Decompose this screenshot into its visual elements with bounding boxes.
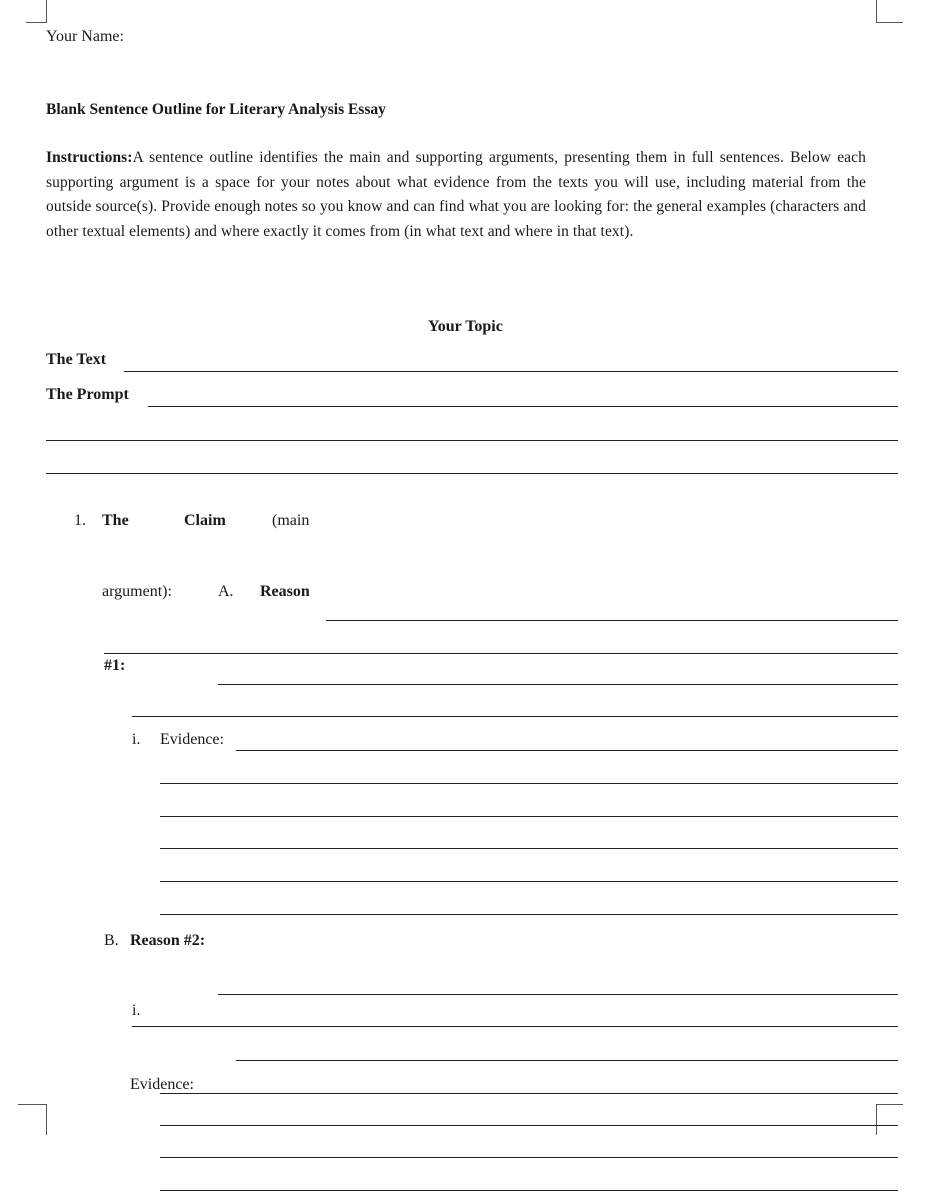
claim-input-line-2[interactable]: [104, 653, 898, 654]
prompt-label: The Prompt: [46, 386, 129, 403]
instructions-label: Instructions:: [46, 149, 133, 166]
crop-mark-bottom-left: [18, 1104, 47, 1135]
evidence-b-input-line[interactable]: [160, 1093, 898, 1094]
reason-b-letter: B.: [104, 932, 119, 949]
crop-mark-bottom-right: [876, 1104, 903, 1135]
reason-a-number: #1:: [104, 657, 126, 674]
claim-word-claim: Claim: [184, 512, 226, 529]
reason-a-input-line-2[interactable]: [132, 716, 898, 717]
reason-a-label: Reason: [260, 583, 310, 600]
prompt-input-line-3[interactable]: [46, 473, 898, 474]
evidence-i-numeral: i.: [132, 731, 141, 748]
text-input-line[interactable]: [124, 371, 898, 372]
evidence-b-input-line-3[interactable]: [160, 1157, 898, 1158]
evidence-b-input-line-2[interactable]: [160, 1125, 898, 1126]
evidence-i-input-line-5[interactable]: [160, 881, 898, 882]
evidence-i-input-line-3[interactable]: [160, 816, 898, 817]
evidence-b-numeral: i.: [132, 1002, 141, 1019]
document-title: Blank Sentence Outline for Literary Analysis Essay: [46, 101, 386, 118]
evidence-b-input-line-4[interactable]: [160, 1190, 898, 1191]
reason-b-label: Reason #2:: [130, 932, 206, 949]
reason-a-letter: A.: [218, 583, 234, 600]
evidence-i-input-line[interactable]: [236, 750, 898, 751]
instructions-text: A sentence outline identifies the main and supporting arguments, presenting them in full sentences. Below each supporting argument is a space for your notes about what evidence from the texts you will use, including material from the outside source(s). Provide enough notes so you know and can find what you are looking for: the general examples (characters and other textual elements) and where exactly it comes from (in what text and where in that text).: [46, 149, 866, 240]
crop-mark-top-right: [876, 0, 903, 23]
evidence-i-input-line-4[interactable]: [160, 848, 898, 849]
crop-mark-top-left: [26, 0, 47, 23]
evidence-b-label: Evidence:: [130, 1076, 194, 1093]
reason-b-input-line[interactable]: [218, 994, 898, 995]
claim-input-line[interactable]: [326, 620, 898, 621]
name-label: Your Name:: [46, 28, 124, 45]
reason-b-input-line-3[interactable]: [236, 1060, 898, 1061]
evidence-i-label: Evidence:: [160, 731, 224, 748]
text-label: The Text: [46, 351, 107, 368]
evidence-i-input-line-2[interactable]: [160, 783, 898, 784]
reason-a-input-line[interactable]: [218, 684, 898, 685]
claim-word-the: The: [102, 512, 129, 529]
evidence-i-input-line-6[interactable]: [160, 914, 898, 915]
prompt-input-line[interactable]: [148, 406, 898, 407]
outline-item-number: 1.: [74, 512, 86, 529]
prompt-input-line-2[interactable]: [46, 440, 898, 441]
topic-heading: Your Topic: [428, 318, 503, 335]
claim-note-start: (main: [272, 512, 310, 529]
claim-note-end: argument):: [102, 583, 172, 600]
instructions-paragraph: [46, 146, 866, 244]
reason-b-input-line-2[interactable]: [132, 1026, 898, 1027]
